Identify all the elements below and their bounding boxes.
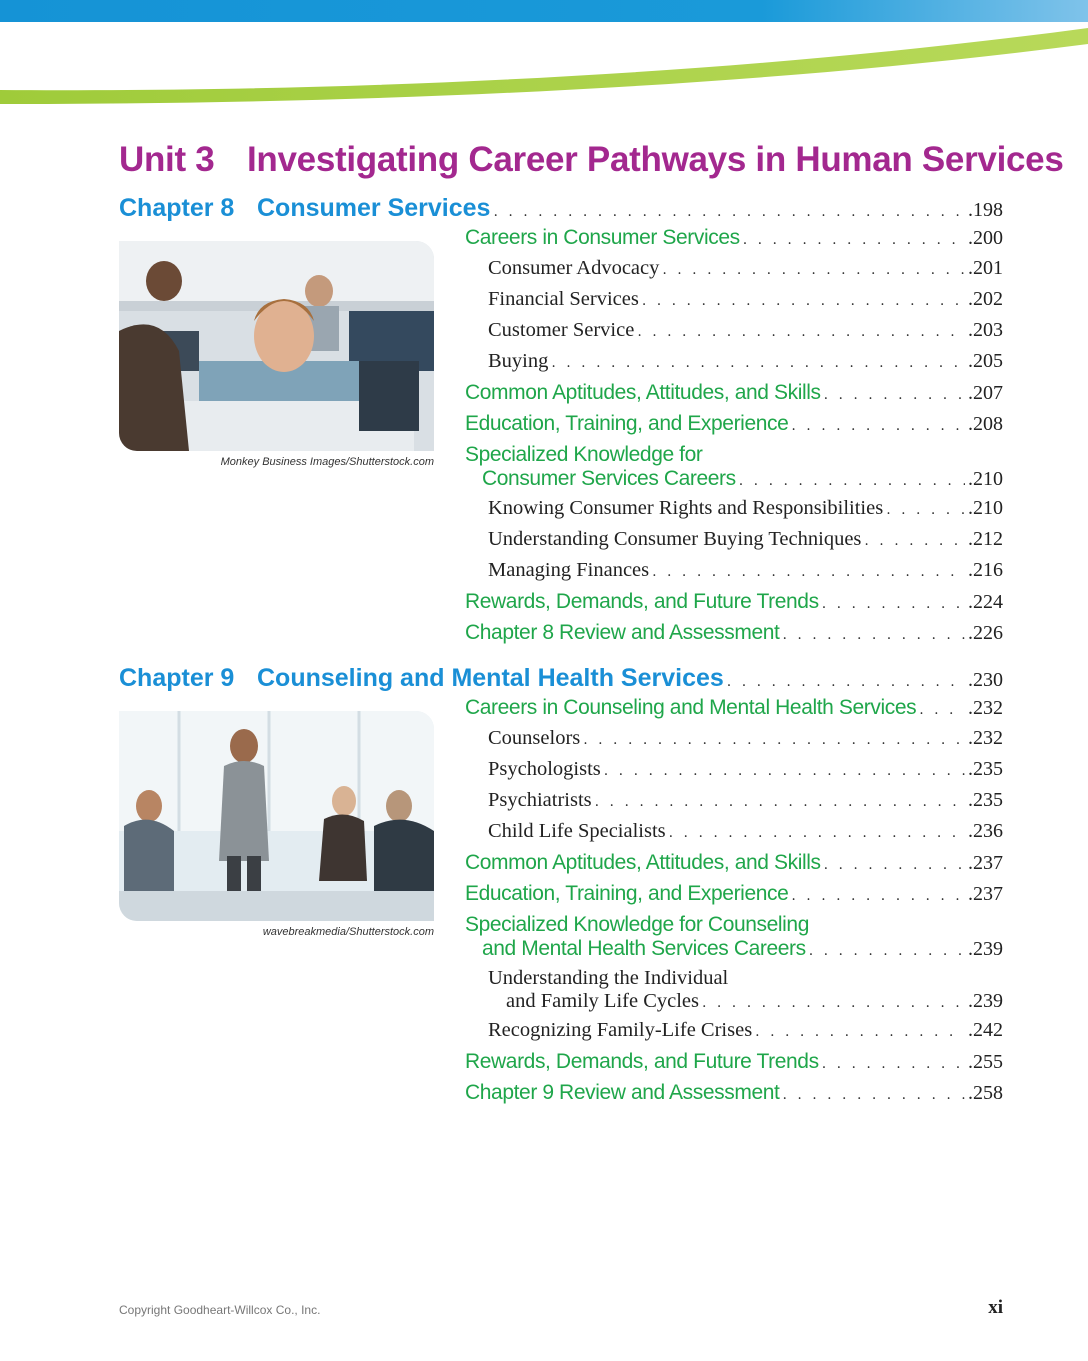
page-number: .235 bbox=[968, 758, 1003, 780]
entry-title: Common Aptitudes, Attitudes, and Skills bbox=[465, 851, 821, 874]
chapter-9-heading[interactable] bbox=[119, 664, 1003, 694]
entry-title-continued: Consumer Services Careers bbox=[482, 467, 736, 490]
page-number: .230 bbox=[968, 669, 1003, 691]
entry-title: Child Life Specialists bbox=[488, 820, 666, 842]
page-number: .255 bbox=[968, 1051, 1003, 1073]
entry-title: Customer Service bbox=[488, 319, 635, 341]
photo-credit: Monkey Business Images/Shutterstock.com bbox=[220, 456, 434, 468]
toc-subsection-entry[interactable] bbox=[465, 820, 1003, 851]
chapter-8-entries bbox=[465, 226, 1003, 652]
page-number: .237 bbox=[968, 883, 1003, 905]
chapter-label: Chapter 9 bbox=[119, 664, 235, 692]
entry-title: Rewards, Demands, and Future Trends bbox=[465, 590, 819, 613]
toc-section-entry[interactable] bbox=[465, 226, 1003, 257]
photo-credit: wavebreakmedia/Shutterstock.com bbox=[262, 926, 434, 938]
chapter-title: Counseling and Mental Health Services bbox=[257, 664, 724, 692]
entry-title: Careers in Consumer Services bbox=[465, 226, 740, 249]
page-number: .205 bbox=[968, 350, 1003, 372]
toc-subsection-entry[interactable] bbox=[465, 1019, 1003, 1050]
toc-section-entry[interactable] bbox=[465, 882, 1003, 913]
toc-subsection-entry[interactable] bbox=[465, 288, 1003, 319]
entry-title: Psychiatrists bbox=[488, 789, 592, 811]
toc-section-entry[interactable] bbox=[465, 1050, 1003, 1081]
dot-leader bbox=[782, 1087, 965, 1103]
dot-leader bbox=[662, 262, 965, 278]
entry-title: Buying bbox=[488, 350, 549, 372]
entry-title: Rewards, Demands, and Future Trends bbox=[465, 1050, 819, 1073]
dot-leader bbox=[739, 473, 965, 489]
dot-leader bbox=[604, 763, 965, 779]
toc-subsection-entry[interactable] bbox=[465, 350, 1003, 381]
dot-leader bbox=[642, 293, 965, 309]
entry-title: Recognizing Family-Life Crises bbox=[488, 1019, 753, 1041]
page-number: .207 bbox=[968, 382, 1003, 404]
page-number: .210 bbox=[968, 468, 1003, 490]
page-number: .210 bbox=[968, 497, 1003, 519]
chapter-9-entries bbox=[465, 696, 1003, 1112]
entry-title-continued: and Mental Health Services Careers bbox=[482, 937, 806, 960]
page-number: .224 bbox=[968, 591, 1003, 613]
dot-leader bbox=[822, 1056, 965, 1072]
toc-subsection-entry[interactable] bbox=[465, 789, 1003, 820]
dot-leader bbox=[755, 1024, 965, 1040]
header-banner bbox=[0, 0, 1088, 110]
entry-title: Understanding the Individual bbox=[488, 967, 729, 989]
dot-leader bbox=[791, 418, 965, 434]
entry-title: Psychologists bbox=[488, 758, 601, 780]
entry-title: Chapter 9 Review and Assessment bbox=[465, 1081, 780, 1104]
entry-title: Education, Training, and Experience bbox=[465, 882, 789, 905]
entry-title: Knowing Consumer Rights and Responsibilities bbox=[488, 497, 884, 519]
chapter-title: Consumer Services bbox=[257, 194, 491, 222]
entry-title: Financial Services bbox=[488, 288, 639, 310]
dot-leader bbox=[652, 564, 965, 580]
page-number: .202 bbox=[968, 288, 1003, 310]
toc-section-entry[interactable] bbox=[465, 1081, 1003, 1112]
dot-leader bbox=[702, 995, 965, 1011]
page-number: .236 bbox=[968, 820, 1003, 842]
page-number: .201 bbox=[968, 257, 1003, 279]
page-number: .242 bbox=[968, 1019, 1003, 1041]
page-number: .232 bbox=[968, 697, 1003, 719]
call-center-photo bbox=[119, 241, 434, 451]
dot-leader bbox=[864, 533, 965, 549]
toc-subsection-entry[interactable] bbox=[465, 257, 1003, 288]
dot-leader bbox=[493, 204, 965, 220]
page-folio: xi bbox=[988, 1297, 1003, 1318]
entry-title: Managing Finances bbox=[488, 559, 650, 581]
toc-subsection-entry[interactable] bbox=[465, 727, 1003, 758]
page-number: .237 bbox=[968, 852, 1003, 874]
dot-leader bbox=[782, 627, 965, 643]
toc-section-entry[interactable] bbox=[465, 621, 1003, 652]
dot-leader bbox=[791, 888, 965, 904]
toc-section-entry[interactable] bbox=[465, 696, 1003, 727]
entry-title: Education, Training, and Experience bbox=[465, 412, 789, 435]
page-number: .208 bbox=[968, 413, 1003, 435]
entry-title: Common Aptitudes, Attitudes, and Skills bbox=[465, 381, 821, 404]
dot-leader bbox=[727, 674, 965, 690]
dot-leader bbox=[743, 232, 965, 248]
page-number: .203 bbox=[968, 319, 1003, 341]
entry-title: Chapter 8 Review and Assessment bbox=[465, 621, 780, 644]
page-number: .226 bbox=[968, 622, 1003, 644]
page-number: .239 bbox=[968, 938, 1003, 960]
dot-leader bbox=[824, 387, 965, 403]
unit-number: Unit 3 bbox=[119, 140, 215, 179]
chapter-8-heading[interactable] bbox=[119, 194, 1003, 224]
toc-section-entry[interactable] bbox=[465, 851, 1003, 882]
dot-leader bbox=[822, 596, 965, 612]
toc-section-entry[interactable] bbox=[465, 590, 1003, 621]
toc-subsection-entry[interactable] bbox=[465, 319, 1003, 350]
page-number: .212 bbox=[968, 528, 1003, 550]
dot-leader bbox=[824, 857, 965, 873]
dot-leader bbox=[551, 355, 965, 371]
toc-section-entry[interactable] bbox=[465, 381, 1003, 412]
entry-title: Specialized Knowledge for Counseling bbox=[465, 913, 809, 936]
page-number: .200 bbox=[968, 227, 1003, 249]
dot-leader bbox=[595, 794, 965, 810]
page-number: .235 bbox=[968, 789, 1003, 811]
copyright-notice: Copyright Goodheart-Willcox Co., Inc. bbox=[119, 1303, 321, 1317]
toc-subsection-entry[interactable] bbox=[465, 559, 1003, 590]
dot-leader bbox=[919, 702, 965, 718]
chapter-label: Chapter 8 bbox=[119, 194, 235, 222]
unit-title: Investigating Career Pathways in Human Services bbox=[247, 140, 1064, 179]
toc-section-entry[interactable] bbox=[465, 913, 1003, 961]
entry-title: Counselors bbox=[488, 727, 581, 749]
dot-leader bbox=[583, 732, 965, 748]
toc-section-entry[interactable] bbox=[465, 443, 1003, 491]
counseling-group-photo bbox=[119, 711, 434, 921]
unit-heading bbox=[119, 140, 1064, 180]
entry-title: Careers in Counseling and Mental Health Services bbox=[465, 696, 917, 719]
toc-subsection-entry[interactable] bbox=[465, 758, 1003, 789]
entry-title: Specialized Knowledge for bbox=[465, 443, 703, 466]
dot-leader bbox=[809, 943, 965, 959]
entry-title: Consumer Advocacy bbox=[488, 257, 660, 279]
dot-leader bbox=[669, 825, 965, 841]
toc-subsection-entry[interactable] bbox=[465, 528, 1003, 559]
page-number: .258 bbox=[968, 1082, 1003, 1104]
toc-subsection-entry[interactable] bbox=[465, 967, 1003, 1013]
page-number: .232 bbox=[968, 727, 1003, 749]
page-number: .198 bbox=[968, 199, 1003, 221]
page-number: .239 bbox=[968, 990, 1003, 1012]
page-number: .216 bbox=[968, 559, 1003, 581]
dot-leader bbox=[637, 324, 965, 340]
dot-leader bbox=[886, 502, 965, 518]
toc-section-entry[interactable] bbox=[465, 412, 1003, 443]
entry-title: Understanding Consumer Buying Techniques bbox=[488, 528, 862, 550]
toc-subsection-entry[interactable] bbox=[465, 497, 1003, 528]
entry-title-continued: and Family Life Cycles bbox=[506, 990, 699, 1012]
